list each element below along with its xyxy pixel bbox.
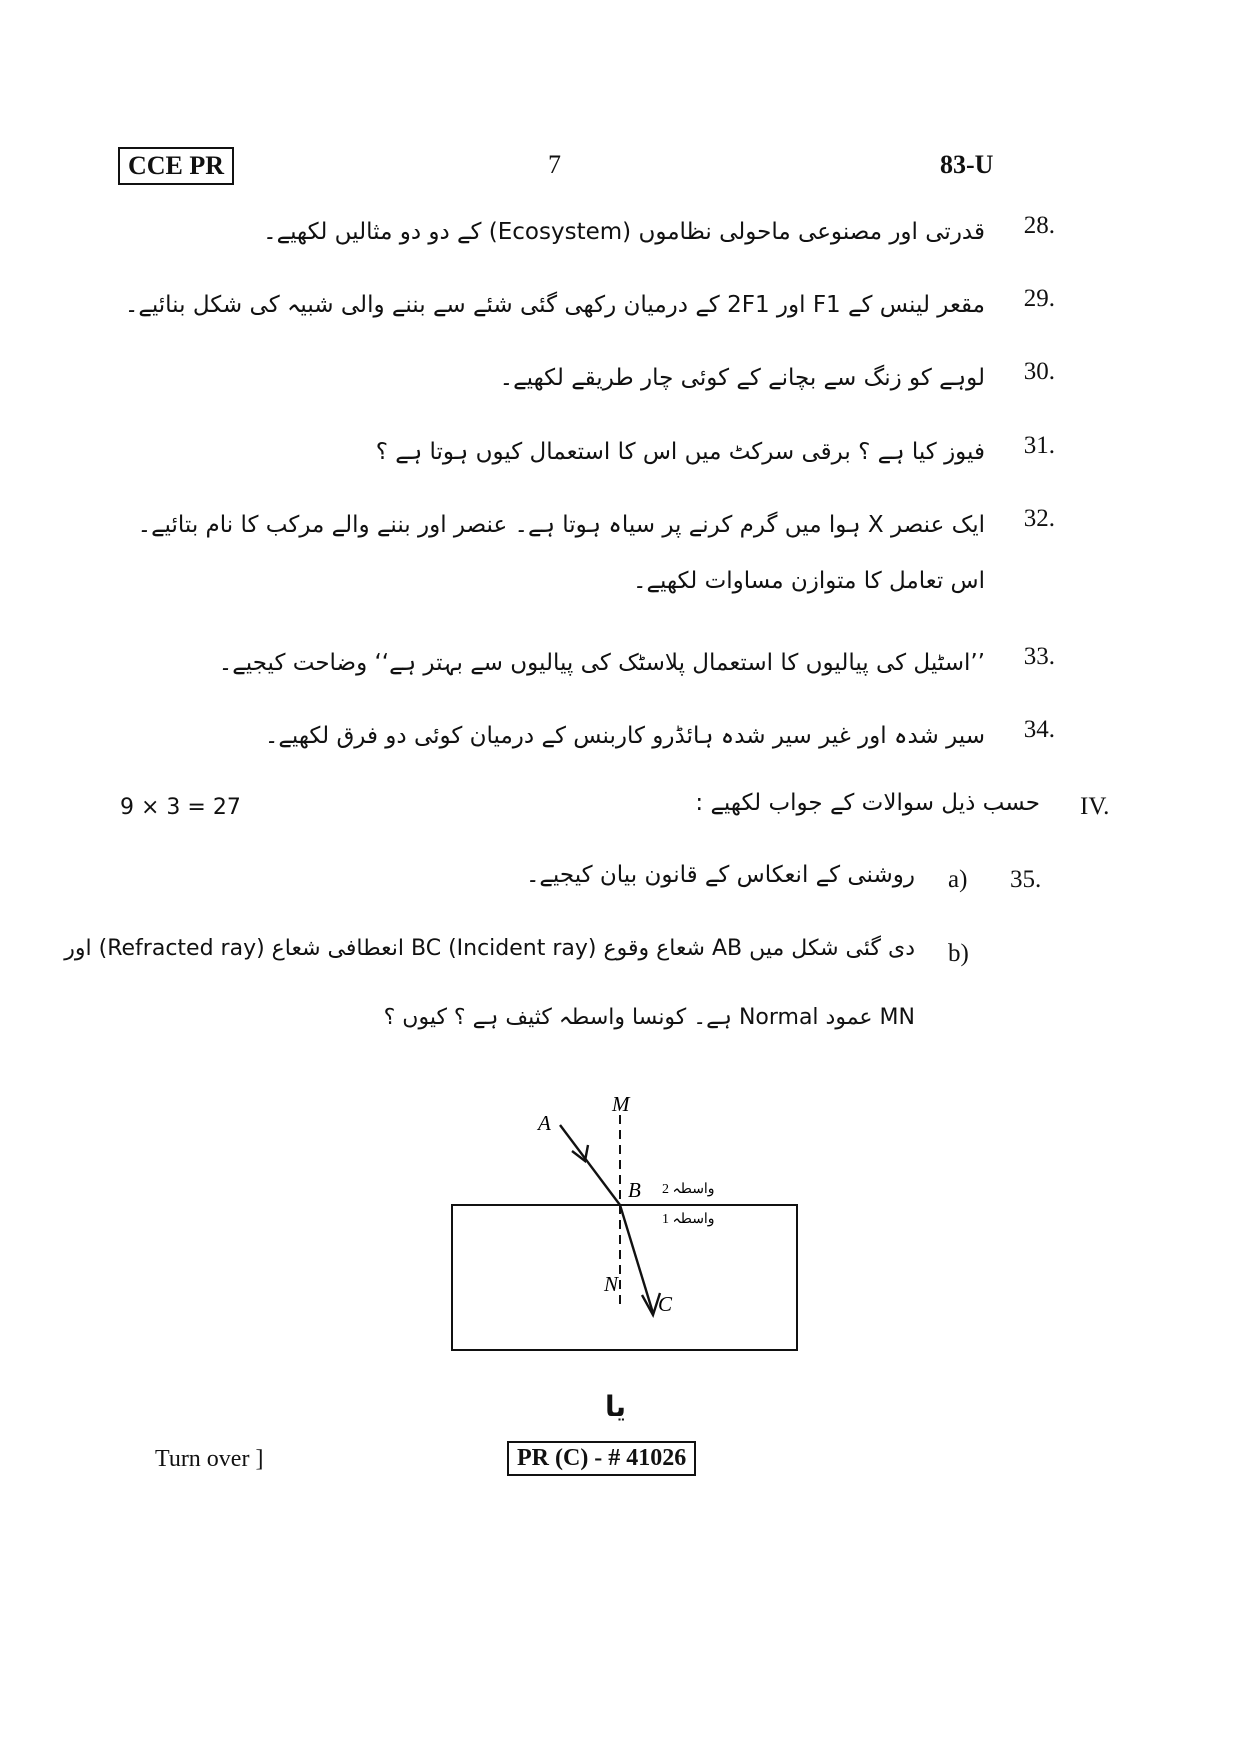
label-b: B: [628, 1178, 641, 1202]
question-number: 30.: [1023, 358, 1055, 385]
question-text: سیر شدہ اور غیر سیر شدہ ہائڈرو کاربنس کے درمیان کوئی دو فرق لکھیے۔: [264, 723, 985, 749]
paper-code: 83-U: [940, 150, 994, 179]
q35-number: 35.: [1010, 866, 1042, 893]
question-28: [120, 212, 1055, 252]
question-32: [120, 505, 1055, 615]
exam-badge: CCE PR: [118, 147, 234, 185]
q35-b-text-line2: MN عمود Normal ہے۔ کونسا واسطہ کثیف ہے ؟ کیوں ؟: [383, 1005, 915, 1030]
question-text: ایک عنصر X ہوا میں گرم کرنے پر سیاہ ہوتا ہے۔ عنصر اور بننے والے مرکب کا نام بتائیے۔ اس تعامل کا متوازن مساوات لکھیے۔: [137, 512, 985, 594]
question-text: لوہے کو زنگ سے بچانے کے کوئی چار طریقے لکھیے۔: [499, 365, 985, 391]
turn-over-note: Turn over ]: [155, 1446, 264, 1472]
question-31: [120, 432, 1055, 472]
label-a: A: [538, 1111, 551, 1135]
question-text: ’’اسٹیل کی پیالیوں کا استعمال پلاسٹک کی پیالیوں سے بہتر ہے‘‘ وضاحت کیجیے۔: [218, 650, 985, 676]
label-medium-1: 1 واسطہ: [662, 1212, 715, 1227]
footer-code: PR (C) - # 41026: [507, 1441, 696, 1476]
question-30: [120, 358, 1055, 398]
q35-a-text: روشنی کے انعکاس کے قانون بیان کیجیے۔: [525, 862, 915, 888]
question-34: [120, 716, 1055, 756]
question-text: قدرتی اور مصنوعی ماحولی نظاموں (Ecosystem) کے دو دو مثالیں لکھیے۔: [263, 219, 985, 245]
label-medium-2: 2 واسطہ: [662, 1182, 715, 1197]
question-number: 32.: [1023, 505, 1055, 532]
question-number: 29.: [1023, 285, 1055, 312]
medium-1-block: [452, 1205, 797, 1350]
question-number: 33.: [1023, 643, 1055, 670]
q35-a-label: a): [948, 866, 968, 893]
question-number: 34.: [1023, 716, 1055, 743]
question-text: مقعر لینس کے F1 اور 2F1 کے درمیان رکھی گئی شئے سے بننے والی شبیہ کی شکل بنائیے۔: [124, 292, 985, 318]
label-n: N: [604, 1272, 619, 1296]
question-number: 28.: [1023, 212, 1055, 239]
or-separator: یا: [605, 1390, 627, 1423]
label-m: M: [612, 1092, 630, 1116]
question-number: 31.: [1023, 432, 1055, 459]
section-label: IV.: [1080, 793, 1110, 820]
incident-ray: [560, 1125, 620, 1205]
section-marks: 9 × 3 = 27: [120, 795, 241, 820]
label-c: C: [658, 1292, 673, 1316]
section-instruction: حسب ذیل سوالات کے جواب لکھیے :: [695, 790, 1040, 816]
question-text: فیوز کیا ہے ؟ برقی سرکٹ میں اس کا استعمال کیوں ہوتا ہے ؟: [375, 439, 985, 465]
q35-b-text-line1: دی گئی شکل میں AB شعاع وقوع (Incident ray) BC انعطافی شعاع (Refracted ray) اور: [64, 936, 915, 961]
refracted-ray: [620, 1205, 653, 1313]
page-number: 7: [548, 150, 561, 179]
question-33: [120, 643, 1055, 683]
question-29: [120, 285, 1055, 325]
q35-b-label: b): [948, 940, 969, 967]
